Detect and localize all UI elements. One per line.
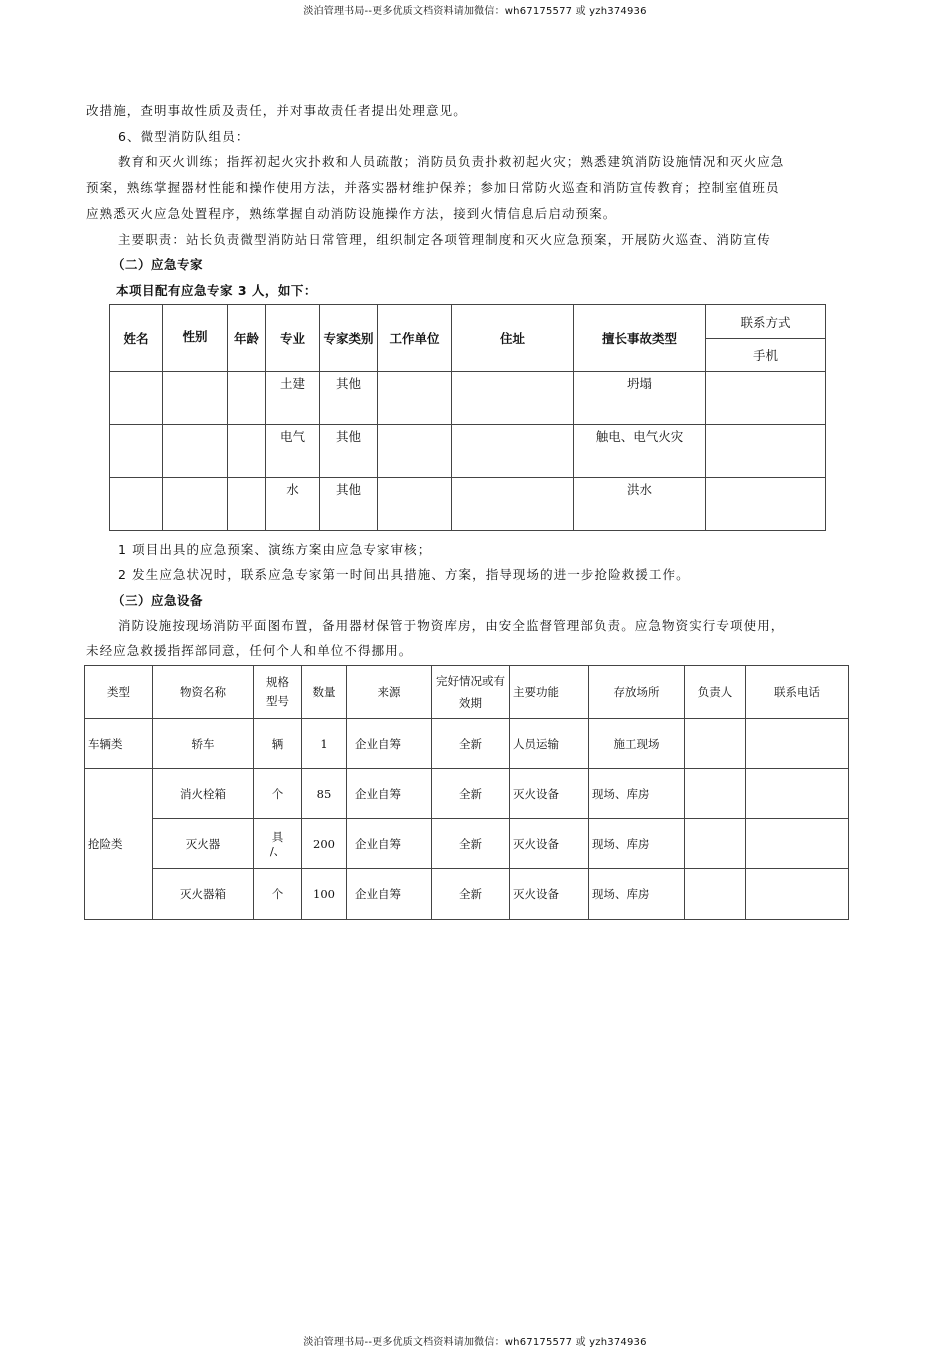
cell-category: 其他 (320, 478, 378, 531)
col-header-function: 主要功能 (510, 666, 589, 719)
paragraph: 应熟悉灭火应急处置程序，熟练掌握自动消防设施操作方法，接到火情信息后启动预案。 (86, 206, 617, 221)
cell-category: 其他 (320, 372, 378, 425)
cell-source: 企业自筹 (347, 869, 432, 920)
cell-item: 灭火器 (153, 819, 254, 869)
section-title: （三）应急设备 (112, 593, 204, 608)
cell-condition: 全新 (432, 869, 510, 920)
col-header-qty: 数量 (302, 666, 347, 719)
table-row (110, 372, 826, 425)
cell-unit: 个 (254, 769, 302, 819)
col-header-type: 类型 (85, 666, 153, 719)
cell-source: 企业自筹 (347, 819, 432, 869)
footer-watermark: 淡泊管理书局--更多优质文档资料请加微信：wh67175577 或 yzh374936 (303, 1337, 647, 1348)
table-row (110, 478, 826, 531)
col-header-spec: 规格 型号 (254, 666, 302, 719)
note: 2 发生应急状况时，联系应急专家第一时间出具措施、方案，指导现场的进一步抢险救援工作。 (118, 567, 690, 582)
col-header-location: 存放场所 (589, 666, 685, 719)
paragraph: 消防设施按现场消防平面图布置，备用器材保管于物资库房，由安全监督管理部负责。应急物资实行专项使用， (118, 618, 785, 633)
experts-table (109, 304, 826, 531)
cell-accident: 触电、电气火灾 (574, 425, 706, 478)
col-header-phone: 联系电话 (746, 666, 849, 719)
col-header-accident: 擅长事故类型 (574, 305, 706, 372)
equipment-table (84, 665, 849, 920)
cell-category: 其他 (320, 425, 378, 478)
cell-qty: 200 (302, 819, 347, 869)
cell-function: 人员运输 (510, 719, 589, 769)
cell-type: 车辆类 (85, 719, 153, 769)
cell-source: 企业自筹 (347, 769, 432, 819)
header-watermark: 淡泊管理书局--更多优质文档资料请加微信：wh67175577 或 yzh374936 (303, 6, 647, 17)
cell-item: 轿车 (153, 719, 254, 769)
cell-qty: 100 (302, 869, 347, 920)
cell-accident: 坍塌 (574, 372, 706, 425)
col-header-unit: 工作单位 (378, 305, 452, 372)
section-title: （二）应急专家 (112, 257, 204, 272)
table-row (85, 769, 849, 819)
cell-major: 水 (266, 478, 320, 531)
col-header-source: 来源 (347, 666, 432, 719)
cell-source: 企业自筹 (347, 719, 432, 769)
col-header-condition: 完好情况或有 效期 (432, 666, 510, 719)
cell-function: 灭火设备 (510, 819, 589, 869)
col-header-owner: 负责人 (685, 666, 746, 719)
col-header-gender: 性别 (163, 305, 228, 372)
cell-item: 灭火器箱 (153, 869, 254, 920)
col-header-age: 年龄 (228, 305, 266, 372)
cell-unit: 个 (254, 869, 302, 920)
paragraph: 预案，熟练掌握器材性能和操作使用方法，并落实器材维护保养；参加日常防火巡查和消防宣传教育；控制室值班员 (86, 180, 780, 195)
cell-major: 电气 (266, 425, 320, 478)
col-header-category: 专家类别 (320, 305, 378, 372)
table-row (85, 719, 849, 769)
cell-condition: 全新 (432, 719, 510, 769)
cell-qty: 1 (302, 719, 347, 769)
col-header-item: 物资名称 (153, 666, 254, 719)
cell-type: 抢险类 (85, 769, 153, 920)
table-row (110, 425, 826, 478)
cell-condition: 全新 (432, 769, 510, 819)
cell-location: 现场、库房 (589, 819, 685, 869)
col-header-contact: 联系方式 (706, 305, 826, 339)
table-row (85, 819, 849, 869)
cell-location: 施工现场 (589, 719, 685, 769)
cell-qty: 85 (302, 769, 347, 819)
cell-function: 灭火设备 (510, 769, 589, 819)
cell-unit: 辆 (254, 719, 302, 769)
cell-unit: 具 /、 (254, 819, 302, 869)
paragraph: 主要职责：站长负责微型消防站日常管理，组织制定各项管理制度和灭火应急预案，开展防火巡查、消防宣传 (118, 232, 771, 247)
note: 1 项目出具的应急预案、演练方案由应急专家审核； (118, 542, 432, 557)
cell-function: 灭火设备 (510, 869, 589, 920)
paragraph: 教育和灭火训练；指挥初起火灾扑救和人员疏散；消防员负责扑救初起火灾；熟悉建筑消防设施情况和灭火应急 (118, 154, 785, 169)
col-header-name: 姓名 (110, 305, 163, 372)
paragraph: 6、微型消防队组员： (118, 129, 250, 144)
cell-accident: 洪水 (574, 478, 706, 531)
cell-location: 现场、库房 (589, 769, 685, 819)
section-intro: 本项目配有应急专家 3 人，如下： (116, 283, 317, 298)
cell-condition: 全新 (432, 819, 510, 869)
col-header-major: 专业 (266, 305, 320, 372)
cell-item: 消火栓箱 (153, 769, 254, 819)
paragraph: 未经应急救援指挥部同意，任何个人和单位不得挪用。 (86, 643, 413, 658)
table-row (85, 869, 849, 920)
paragraph: 改措施，查明事故性质及责任，并对事故责任者提出处理意见。 (86, 103, 467, 118)
cell-major: 土建 (266, 372, 320, 425)
cell-location: 现场、库房 (589, 869, 685, 920)
col-header-address: 住址 (452, 305, 574, 372)
col-header-phone: 手机 (706, 339, 826, 372)
